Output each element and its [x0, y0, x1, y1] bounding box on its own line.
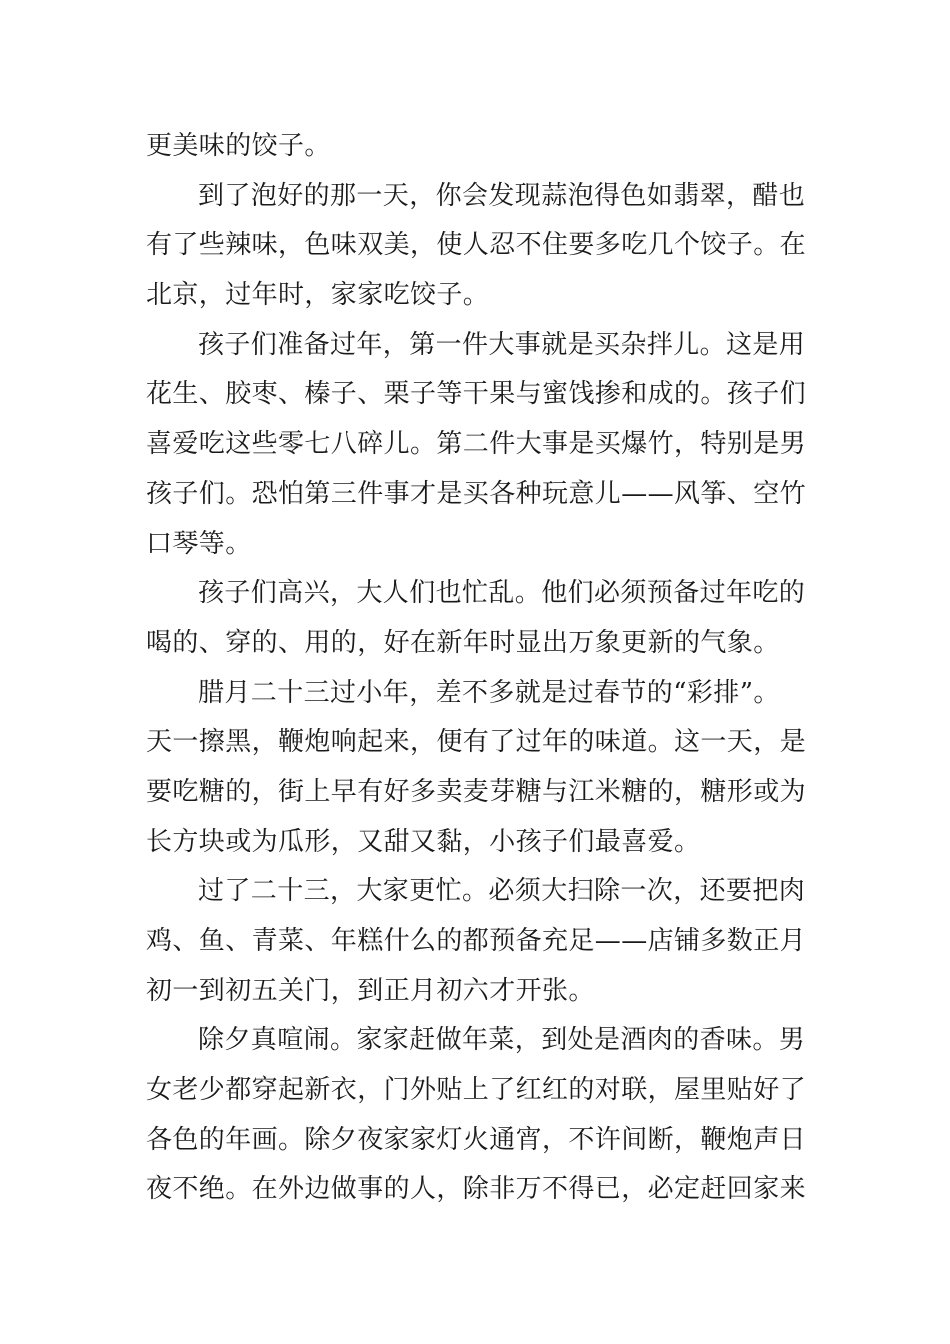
paragraph-first-line: 腊月二十三过小年，差不多就是过春节的“彩排”。 [198, 677, 780, 708]
text-line: 口琴等。 [146, 528, 252, 559]
body-text [146, 122, 810, 1215]
paragraph-first-line: 孩子们高兴，大人们也忙乱。他们必须预备过年吃的 [198, 578, 806, 609]
paragraph-first-line: 孩子们准备过年，第一件大事就是买杂拌儿。这是用 [198, 329, 806, 360]
text-line: 初一到初五关门，到正月初六才开张。 [146, 975, 595, 1006]
text-line: 喝的、穿的、用的，好在新年时显出万象更新的气象。 [146, 627, 780, 658]
paragraph-first-line: 到了泡好的那一天，你会发现蒜泡得色如翡翠，醋也 [198, 180, 806, 211]
text-line: 要吃糖的，街上早有好多卖麦芽糖与江米糖的，糖形或为 [146, 776, 807, 807]
text-line: 更美味的饺子。 [146, 131, 331, 161]
text-line: 女老少都穿起新衣，门外贴上了红红的对联，屋里贴好了 [146, 1075, 807, 1106]
text-line: 各色的年画。除夕夜家家灯火通宵，不许间断，鞭炮声日 [146, 1124, 807, 1155]
text-line: 北京，过年时，家家吃饺子。 [146, 280, 490, 311]
text-line: 天一擦黑，鞭炮响起来，便有了过年的味道。这一天，是 [146, 727, 807, 758]
text-line: 鸡、鱼、青菜、年糕什么的都预备充足——店铺多数正月 [146, 926, 807, 956]
text-line: 喜爱吃这些零七八碎儿。第二件大事是买爆竹，特别是男 [146, 429, 807, 460]
paragraph-first-line: 过了二十三，大家更忙。必须大扫除一次，还要把肉 [198, 876, 806, 907]
text-line: 有了些辣味，色味双美，使人忍不住要多吃几个饺子。在 [146, 230, 807, 261]
text-line: 长方块或为瓜形，又甜又黏，小孩子们最喜爱。 [146, 826, 701, 857]
text-line: 夜不绝。在外边做事的人，除非万不得已，必定赶回家来 [146, 1174, 807, 1205]
text-line: 花生、胶枣、榛子、栗子等干果与蜜饯掺和成的。孩子们 [146, 379, 807, 410]
paragraph-first-line: 除夕真喧闹。家家赶做年菜，到处是酒肉的香味。男 [198, 1025, 806, 1056]
text-line: 孩子们。恐怕第三件事才是买各种玩意儿——风筝、空竹 [146, 478, 807, 509]
